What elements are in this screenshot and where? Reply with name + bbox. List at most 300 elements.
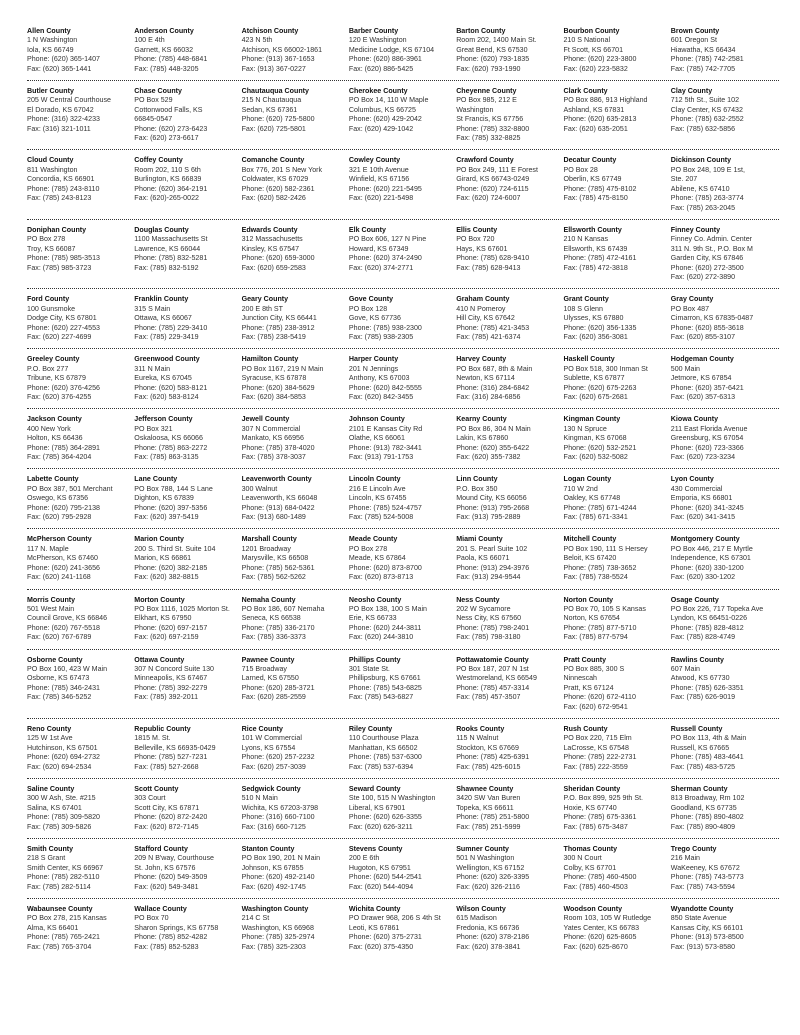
county-name: Hodgeman County — [670, 355, 734, 364]
phone-number: Phone: (620) 375-2731 — [348, 933, 422, 942]
fax-number: Fax: (913) 573-8580 — [670, 942, 736, 951]
address-line: 202 W Sycamore — [456, 604, 511, 613]
address-line: 3420 SW Van Buren — [456, 794, 521, 803]
county-entry — [563, 535, 670, 582]
address-line: 1201 Broadway — [241, 544, 291, 553]
address-line: Eureka, KS 67045 — [134, 374, 192, 383]
address-line: 303 Court — [134, 794, 166, 803]
address-line: Leavenworth, KS 66048 — [241, 494, 318, 503]
fax-number: Fax: (316) 321-1011 — [27, 124, 91, 133]
county-name: Stafford County — [134, 845, 188, 854]
address-line: 201 S. Pearl Suite 102 — [456, 544, 528, 553]
fax-number: Fax: (785) 738-5524 — [563, 573, 628, 582]
phone-number: Phone: (785) 364-2891 — [27, 443, 100, 452]
phone-number: Phone: (620) 725-5800 — [241, 115, 315, 124]
phone-number: Phone: (785) 863-2272 — [134, 443, 208, 452]
phone-number: Phone: (785) 309-5820 — [27, 813, 100, 822]
address-line: PO Box 226, 717 Topeka Ave — [670, 604, 764, 613]
address-line: PO Box 187, 207 N 1st — [456, 664, 529, 673]
phone-number: Phone: (620) 532-2521 — [563, 443, 637, 452]
fax-number: Fax: (620) 872-7145 — [134, 822, 199, 831]
county-name: Gove County — [348, 295, 394, 304]
address-line: PO Box 687, 8th & Main — [456, 364, 533, 373]
address-line: 210 S National — [563, 36, 611, 45]
fax-number: Fax: (785) 448-3205 — [134, 64, 199, 73]
fax-number: Fax: (785) 632-5856 — [670, 124, 736, 133]
address-line: Oswego, KS 67356 — [27, 494, 89, 503]
county-name: Graham County — [456, 295, 510, 304]
address-line: PO Box 113, 4th & Main — [670, 734, 747, 743]
phone-number: Phone: (620) 356-1335 — [563, 323, 637, 332]
address-line: PO Box 1116, 1025 Morton St. — [134, 604, 230, 613]
county-name: Cheyenne County — [456, 87, 517, 96]
address-line: Oskaloosa, KS 66066 — [134, 434, 203, 443]
fax-number: Fax: (785) 675-3487 — [563, 822, 628, 831]
address-line: 205 W Central Courthouse — [27, 96, 111, 105]
county-name: Shawnee County — [456, 785, 514, 793]
address-line: Russell, KS 67665 — [670, 743, 730, 752]
county-name: Jackson County — [27, 415, 82, 424]
county-entry — [27, 475, 134, 522]
county-entry — [349, 656, 456, 712]
county-entry — [134, 535, 241, 582]
county-entry — [27, 845, 134, 892]
address-line: Osborne, KS 67473 — [27, 674, 90, 683]
fax-number: Fax: (620) 365-1441 — [27, 64, 92, 73]
address-line: 115 N Walnut — [456, 734, 499, 743]
county-name: Harvey County — [456, 355, 507, 364]
phone-number: Phone: (785) 742-2581 — [670, 55, 744, 64]
phone-number: Phone: (620) 767-5518 — [27, 623, 100, 632]
fax-number: Fax: (620) 244-3810 — [348, 633, 414, 642]
fax-number: Fax: (620) 725-5801 — [241, 124, 306, 133]
directory-row — [27, 535, 779, 589]
directory-row — [27, 355, 779, 409]
county-entry — [134, 475, 241, 522]
fax-number: Fax: (785) 527-2668 — [134, 762, 199, 771]
county-entry — [27, 226, 134, 282]
address-line: P.O. Box 277 — [27, 364, 69, 373]
county-name: Dickinson County — [670, 156, 732, 165]
address-line: 813 Broadway, Rm 102 — [670, 794, 745, 803]
phone-number: Phone: (785) 798-2401 — [456, 623, 530, 632]
address-line: 307 N Concord Suite 130 — [134, 664, 214, 673]
county-name: Brown County — [670, 27, 720, 35]
county-name: Rush County — [563, 724, 608, 733]
fax-number: Fax: (620) 626-3211 — [348, 822, 413, 831]
fax-number: Fax: (785) 263-2045 — [670, 203, 736, 212]
address-line: PO Box 86, 304 N Main — [456, 424, 531, 433]
county-entry — [671, 785, 778, 832]
fax-number: Fax: (620) 330-1202 — [670, 573, 736, 582]
county-name: Rooks County — [456, 724, 505, 733]
address-line: Ulysses, KS 67880 — [563, 314, 624, 323]
fax-number: Fax: (785) 863-3135 — [134, 453, 199, 462]
county-entry — [456, 596, 563, 643]
phone-number: Phone: (913) 684-0422 — [241, 503, 315, 512]
fax-number: Fax: (785) 332-8825 — [456, 134, 521, 143]
county-entry — [671, 596, 778, 643]
phone-number: Phone: (785) 671-4244 — [563, 503, 637, 512]
directory-row — [27, 596, 779, 650]
county-entry — [27, 415, 134, 462]
address-line: PO Box 487 — [670, 304, 710, 313]
county-name: Lincoln County — [348, 475, 401, 484]
county-name: Osage County — [670, 595, 719, 604]
address-line: Gove, KS 67736 — [348, 314, 401, 323]
fax-number: Fax: (785) 562-5262 — [241, 573, 306, 582]
county-directory — [27, 27, 779, 964]
fax-number: Fax: (620) 376-4255 — [27, 393, 92, 401]
address-line: PO Box 321 — [134, 424, 173, 433]
phone-number: Phone: (785) 448-6841 — [134, 55, 208, 64]
address-line: LaCrosse, KS 67548 — [563, 743, 629, 752]
county-entry — [27, 905, 134, 952]
phone-number: Phone: (620) 384-5629 — [241, 383, 315, 392]
fax-number: Fax: (620) 886-5425 — [348, 64, 414, 73]
address-line: Lawrence, KS 66044 — [134, 244, 201, 253]
address-line: Goodland, KS 67735 — [670, 803, 737, 812]
address-line: PO Box 248, 109 E 1st, — [670, 165, 745, 174]
address-line: 307 N Commercial — [241, 424, 301, 433]
address-line: 712 5th St., Suite 102 — [670, 96, 740, 105]
fax-number: Fax: (620) 355-7382 — [456, 453, 521, 462]
county-entry — [456, 785, 563, 832]
county-name: Mitchell County — [563, 535, 617, 544]
phone-number: Phone: (785) 828-4812 — [670, 623, 744, 632]
address-line: 423 N 5th — [241, 36, 273, 45]
phone-number: Phone: (316) 660-7100 — [241, 813, 315, 822]
county-entry — [563, 905, 670, 952]
fax-number: Fax: (785) 238-5419 — [241, 332, 306, 341]
fax-number: Fax: (620) 341-3415 — [670, 513, 736, 522]
county-entry — [27, 785, 134, 832]
county-entry — [671, 475, 778, 522]
fax-number: Fax: (785) 475-8150 — [563, 194, 628, 203]
address-line: Emporia, KS 66801 — [670, 494, 733, 503]
county-name: Grant County — [563, 295, 609, 304]
phone-number: Phone: (620) 330-1200 — [670, 563, 744, 572]
county-name: Osborne County — [27, 655, 83, 664]
county-entry — [242, 355, 349, 402]
county-name: Riley County — [348, 724, 393, 733]
county-entry — [349, 785, 456, 832]
phone-number: Phone: (620) 675-2263 — [563, 383, 637, 392]
address-line: 710 W 2nd — [563, 484, 598, 493]
address-line: Johnson, KS 67855 — [241, 863, 304, 872]
address-line: Holton, KS 66436 — [27, 434, 83, 443]
fax-number: Fax: (620) 582-2426 — [241, 194, 306, 203]
county-entry — [242, 87, 349, 143]
phone-number: Phone: (620) 549-3509 — [134, 873, 208, 882]
fax-number: Fax: (620) 221-5498 — [348, 194, 414, 203]
county-entry — [671, 295, 778, 342]
county-name: Montgomery County — [670, 535, 740, 544]
address-line: Ste 100, 515 N Washington — [348, 794, 436, 803]
address-line: Colby, KS 67701 — [563, 863, 617, 872]
county-entry — [349, 535, 456, 582]
county-name: Reno County — [27, 724, 72, 733]
address-line: Stockton, KS 67669 — [456, 743, 519, 752]
fax-number: Fax: (620) 583-8124 — [134, 393, 199, 401]
phone-number: Phone: (785) 336-2170 — [241, 623, 315, 632]
fax-number: Fax: (620) 356-3081 — [563, 332, 628, 341]
phone-number: Phone: (620) 583-8121 — [134, 383, 208, 392]
fax-number: Fax: (620) 549-3481 — [134, 882, 199, 891]
county-name: Sedgwick County — [241, 785, 301, 793]
address-line: 607 Main — [670, 664, 700, 673]
fax-number: Fax: (620) 723-3234 — [670, 453, 736, 462]
phone-number: Phone: (785) 457-3314 — [456, 683, 530, 692]
phone-number: Phone: (785) 421-3453 — [456, 323, 530, 332]
phone-number: Phone: (620) 382-2185 — [134, 563, 208, 572]
fax-number: Fax: (620) 635-2051 — [563, 124, 628, 133]
county-entry — [242, 475, 349, 522]
county-entry — [134, 226, 241, 282]
fax-number: Fax: (785) 828-4749 — [670, 633, 736, 642]
fax-number: Fax: (913) 367-0227 — [241, 64, 306, 73]
county-name: Wyandotte County — [670, 905, 734, 914]
directory-row — [27, 845, 779, 899]
phone-number: Phone: (785) 562-5361 — [241, 563, 315, 572]
phone-number: Phone: (620) 492-2140 — [241, 873, 315, 882]
phone-number: Phone: (620) 694-2732 — [27, 753, 100, 762]
address-line: P.O. Box 350 — [456, 484, 498, 493]
address-line: Meade, KS 67864 — [348, 554, 406, 563]
county-entry — [671, 905, 778, 952]
phone-number: Phone: (620) 244-3811 — [348, 623, 422, 632]
address-line: Council Grove, KS 66846 — [27, 614, 108, 623]
county-name: Sumner County — [456, 845, 509, 854]
county-name: Thomas County — [563, 845, 618, 854]
address-line: Abilene, KS 67410 — [670, 184, 730, 193]
address-line: 216 Main — [670, 854, 700, 863]
address-line: Hoxie, KS 67740 — [563, 803, 617, 812]
county-name: Wichita County — [348, 905, 401, 914]
county-name: Elk County — [348, 225, 386, 234]
address-line: 110 Courthouse Plaza — [348, 734, 419, 743]
address-line: 510 N Main — [241, 794, 278, 803]
address-line: PO Box 70, 105 S Kansas — [563, 604, 646, 613]
fax-number: Fax: (785) 798-3180 — [456, 633, 521, 642]
address-line: Wichita, KS 67203-3798 — [241, 803, 319, 812]
county-entry — [134, 27, 241, 74]
address-line: Atwood, KS 67730 — [670, 674, 730, 683]
county-name: Washington County — [241, 905, 309, 914]
fax-number: Fax: (620) 375-4350 — [348, 942, 414, 951]
address-line: PO Box 160, 423 W Main — [27, 664, 108, 673]
address-line: WaKeeney, KS 67672 — [670, 863, 740, 872]
county-entry — [671, 656, 778, 712]
phone-number: Phone: (785) 675-3361 — [563, 813, 637, 822]
county-name: Smith County — [27, 845, 74, 854]
county-entry — [134, 725, 241, 772]
phone-number: Phone: (620) 241-3656 — [27, 563, 100, 572]
phone-number: Phone: (620) 429-2042 — [348, 115, 422, 124]
county-name: Ottawa County — [134, 655, 185, 664]
directory-row — [27, 87, 779, 150]
county-name: Douglas County — [134, 225, 189, 234]
address-line: Iola, KS 66749 — [27, 45, 74, 54]
county-name: Cherokee County — [348, 87, 408, 96]
phone-number: Phone: (620) 378-2186 — [456, 933, 530, 942]
address-line: 300 N Court — [563, 854, 602, 863]
county-name: Stevens County — [348, 845, 403, 854]
county-name: Rice County — [241, 724, 283, 733]
county-name: Hamilton County — [241, 355, 299, 364]
address-line: Paola, KS 66071 — [456, 554, 510, 563]
address-line: Coldwater, KS 67029 — [241, 175, 309, 184]
address-line: PO Box 720 — [456, 235, 495, 244]
address-line: Ninnescah — [563, 674, 598, 683]
county-entry — [456, 725, 563, 772]
fax-number: Fax: (620) 855-3107 — [670, 332, 736, 341]
phone-number: Phone: (785) 282-5110 — [27, 873, 100, 882]
phone-number: Phone: (913) 367-1653 — [241, 55, 315, 64]
address-line: 300 W Ash, Ste. #215 — [27, 794, 96, 803]
fax-number: Fax: (620) 382-8815 — [134, 573, 199, 582]
address-line: Scott City, KS 67871 — [134, 803, 200, 812]
county-name: Sheridan County — [563, 785, 621, 793]
address-line: P.O. Box 899, 925 9th St. — [563, 794, 644, 803]
phone-number: Phone: (785) 537-6300 — [348, 753, 422, 762]
address-line: PO Box 14, 110 W Maple — [348, 96, 429, 105]
county-name: Leavenworth County — [241, 475, 312, 484]
address-line: PO Box 28 — [563, 165, 598, 174]
phone-number: Phone: (785) 938-2300 — [348, 323, 422, 332]
address-line: Marysville, KS 66508 — [241, 554, 309, 563]
address-line: 214 C St — [241, 914, 270, 923]
phone-number: Phone: (785) 222-2731 — [563, 753, 637, 762]
county-name: Republic County — [134, 724, 191, 733]
address-line: PO Box 278 — [27, 235, 66, 244]
county-name: Miami County — [456, 535, 503, 544]
fax-number: Fax: (785) 671-3341 — [563, 513, 628, 522]
phone-number: Phone: (785) 475-8102 — [563, 184, 637, 193]
fax-number: Fax: (316) 660-7125 — [241, 822, 306, 831]
directory-row — [27, 725, 779, 779]
address-line: 315 S Main — [134, 304, 171, 313]
phone-number: Phone: (620) 697-2157 — [134, 623, 208, 632]
phone-number: Phone: (620) 376-4256 — [27, 383, 100, 392]
county-entry — [563, 226, 670, 282]
county-name: Ford County — [27, 295, 70, 304]
directory-row — [27, 156, 779, 219]
address-line: 130 N Spruce — [563, 424, 607, 433]
phone-number: Phone: (620) 625-8605 — [563, 933, 637, 942]
county-entry — [134, 785, 241, 832]
county-name: Barton County — [456, 27, 506, 35]
county-entry — [242, 535, 349, 582]
phone-number: Phone: (620) 635-2813 — [563, 115, 637, 124]
address-line: Troy, KS 66087 — [27, 244, 76, 253]
fax-number: Fax: (785) 325-2303 — [241, 942, 306, 951]
address-line: 100 Gunsmoke — [27, 304, 76, 313]
county-entry — [671, 725, 778, 772]
address-line: Concordia, KS 66901 — [27, 175, 95, 184]
address-line: 410 N Pomeroy — [456, 304, 506, 313]
phone-number: Phone: (785) 378-4020 — [241, 443, 315, 452]
phone-number: Phone: (620) 626-3355 — [348, 813, 422, 822]
county-name: Morris County — [27, 595, 76, 604]
address-line: Tribune, KS 67879 — [27, 374, 86, 383]
address-line: 311 N Main — [134, 364, 171, 373]
fax-number: Fax: (785) 364-4204 — [27, 453, 92, 462]
address-line: 210 N Kansas — [563, 235, 609, 244]
county-entry — [563, 475, 670, 522]
address-line: Hays, KS 67601 — [456, 244, 508, 253]
address-line: 108 S Glenn — [563, 304, 603, 313]
address-line: PO Box 278, 215 Kansas — [27, 914, 107, 923]
county-entry — [27, 656, 134, 712]
county-name: Lane County — [134, 475, 178, 484]
county-entry — [349, 596, 456, 643]
address-line: Mankato, KS 66956 — [241, 434, 304, 443]
address-line: Medicine Lodge, KS 67104 — [348, 45, 435, 54]
county-entry — [456, 845, 563, 892]
county-entry — [671, 355, 778, 402]
address-line: 321 E 10th Avenue — [348, 165, 409, 174]
county-entry — [671, 27, 778, 74]
address-line: Topeka, KS 66611 — [456, 803, 514, 812]
phone-number: Phone: (785) 483-4641 — [670, 753, 744, 762]
directory-row — [27, 27, 779, 81]
county-entry — [456, 226, 563, 282]
county-name: Saline County — [27, 785, 75, 793]
address-line: Erie, KS 66733 — [348, 614, 397, 623]
county-name: Neosho County — [348, 595, 402, 604]
address-line: Greensburg, KS 67054 — [670, 434, 744, 443]
address-line: St Francis, KS 67756 — [456, 115, 524, 124]
address-line: Oakley, KS 67748 — [563, 494, 621, 503]
address-line: Hutchinson, KS 67501 — [27, 743, 98, 752]
fax-number: Fax: (785) 222-3559 — [563, 762, 628, 771]
county-entry — [134, 845, 241, 892]
fax-number: Fax: (785) 890-4809 — [670, 822, 736, 831]
address-line: Box 776, 201 S New York — [241, 165, 323, 174]
fax-number: Fax: (620) 378-3841 — [456, 942, 521, 951]
address-line: Girard, KS 66743-0249 — [456, 175, 530, 184]
county-name: Pottawatomie County — [456, 655, 529, 664]
address-line: Phillipsburg, KS 67661 — [348, 674, 421, 683]
county-entry — [134, 415, 241, 462]
address-line: 501 N Washington — [456, 854, 515, 863]
fax-number: Fax: (785) 472-3818 — [563, 263, 628, 272]
address-line: Anthony, KS 67003 — [348, 374, 410, 383]
fax-number: Fax: (316) 284-6856 — [456, 393, 521, 401]
phone-number: Phone: (785) 832-5281 — [134, 254, 208, 263]
fax-number: Fax: (785) 742-7705 — [670, 64, 736, 73]
fax-number: Fax: (620) 223-5832 — [563, 64, 628, 73]
county-name: Wabaunsee County — [27, 905, 93, 914]
address-line: 311 N. 9th St., P.O. Box M — [670, 244, 753, 253]
county-entry — [671, 535, 778, 582]
address-line: PO Box 387, 501 Merchant — [27, 484, 113, 493]
county-name: Labette County — [27, 475, 79, 484]
county-name: Franklin County — [134, 295, 189, 304]
county-name: Doniphan County — [27, 225, 87, 234]
address-line: Room 103, 105 W Rutledge — [563, 914, 652, 923]
fax-number: Fax: (620) 694-2534 — [27, 762, 92, 771]
phone-number: Phone: (785) 527-7231 — [134, 753, 208, 762]
address-line: 300 Walnut — [241, 484, 278, 493]
county-entry — [563, 415, 670, 462]
address-line: Ottawa, KS 66067 — [134, 314, 192, 323]
county-entry — [563, 845, 670, 892]
fax-number: Fax: (785) 378-3037 — [241, 453, 306, 462]
address-line: Lincoln, KS 67455 — [348, 494, 407, 503]
phone-number: Phone: (620) 855-3618 — [670, 323, 744, 332]
